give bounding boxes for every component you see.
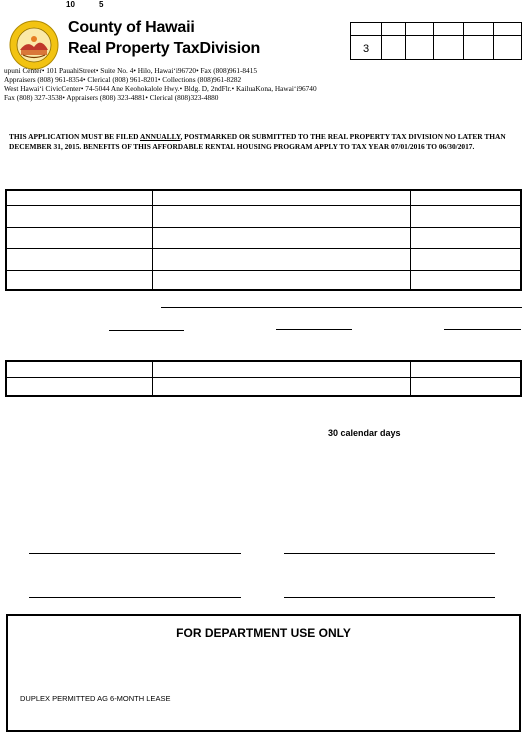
header-number-1: 10 (66, 0, 75, 9)
address-line-1: upuni Center• 101 PauahiStreet• Suite No. 4• Hilo, Hawaiʻi96720• Fax (808)961-8415 (4, 66, 258, 75)
address-line-3: West Hawaiʻi CivicCenter• 74-5044 Ane Keohokalole Hwy.• Bldg. D, 2ndFlr.• KailuaKona, Hawaiʻi96740 (4, 84, 317, 93)
address-line-2: Appraisers (808) 961-8354• Clerical (808) 961-8201• Collections (808)961-8282 (4, 75, 242, 84)
notice-text-start: THIS APPLICATION MUST BE FILED (9, 132, 140, 141)
department-use-title: FOR DEPARTMENT USE ONLY (176, 626, 351, 640)
department-use-footer: DUPLEX PERMITTED AG 6-MONTH LEASE (20, 694, 171, 703)
signature-line[interactable] (29, 553, 241, 554)
county-seal-icon (9, 20, 59, 70)
signature-line[interactable] (284, 553, 495, 554)
fill-in-line[interactable] (444, 329, 521, 330)
unit-info-table (5, 360, 522, 397)
fill-in-line[interactable] (109, 330, 184, 331)
department-use-box (6, 614, 521, 732)
tax-map-key-box (350, 22, 522, 60)
fill-in-line[interactable] (276, 329, 352, 330)
tmk-digit: 3 (363, 43, 370, 55)
date-line[interactable] (29, 597, 241, 598)
deadline-text: 30 calendar days (328, 428, 401, 438)
county-name: County of Hawaii (68, 19, 195, 36)
table-cell[interactable] (8, 207, 150, 226)
filing-notice (9, 132, 521, 151)
notice-text-end: , POSTMARKED OR SUBMITTED TO THE REAL PROPERTY TAX DIVISION NO LATER THAN DECEMBER 31, 2015. BENEFITS OF THIS AFFORDABLE RENTAL HOUSING PROGRAM APPLY TO TAX YEAR 07/01/2016 TO 06/30/2017. (9, 132, 506, 151)
division-name: Real Property TaxDivision (68, 40, 261, 57)
applicant-info-table (5, 189, 522, 291)
fill-in-line[interactable] (161, 307, 522, 308)
date-line[interactable] (284, 597, 495, 598)
address-line-4: Fax (808) 327-3538• Appraisers (808) 323-4881• Clerical (808)323-4880 (4, 93, 219, 102)
notice-underlined: ANNUALLY (139, 132, 181, 141)
header-number-2: 5 (99, 0, 104, 9)
